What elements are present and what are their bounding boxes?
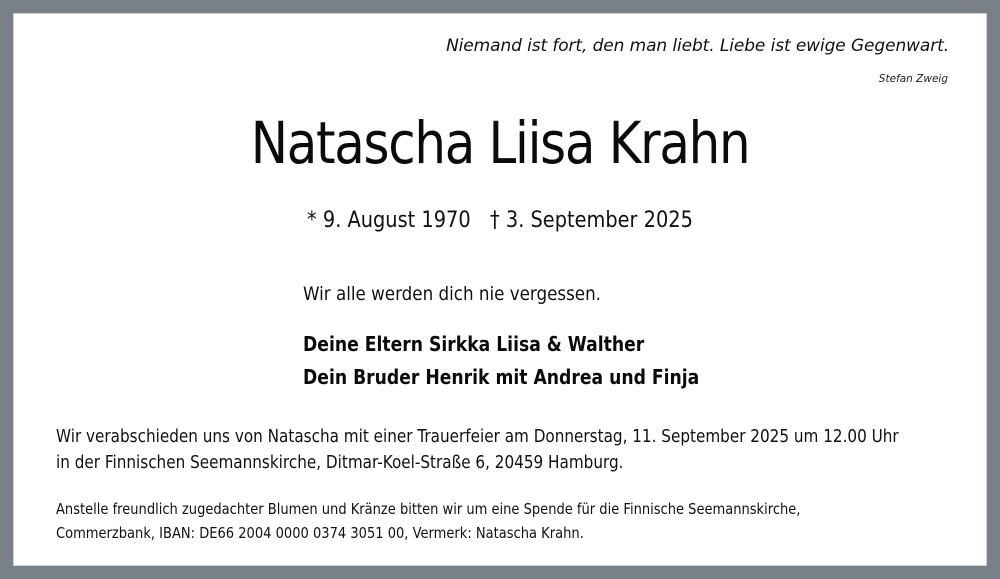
obituary-notice	[14, 14, 986, 565]
family-signatures	[303, 328, 699, 394]
ceremony-info	[56, 424, 899, 476]
birth-date: * 9. August 1970	[307, 208, 471, 233]
ceremony-line: in der Finnischen Seemannskirche, Ditmar-Koel-Straße 6, 20459 Hamburg.	[56, 453, 624, 473]
death-date: † 3. September 2025	[490, 208, 693, 233]
epigraph-quote: Niemand ist fort, den man liebt. Liebe ist ewige Gegenwart.	[446, 36, 949, 56]
remembrance-line: Wir alle werden dich nie vergessen.	[303, 283, 601, 305]
deceased-name: Natascha Liisa Krahn	[250, 109, 750, 177]
donation-info	[56, 497, 800, 545]
life-dates	[72, 208, 927, 233]
family-line-brother: Dein Bruder Henrik mit Andrea und Finja	[303, 365, 700, 389]
donation-line: Commerzbank, IBAN: DE66 2004 0000 0374 3051 00, Vermerk: Natascha Krahn.	[56, 524, 584, 542]
donation-line: Anstelle freundlich zugedachter Blumen und Kränze bitten wir um eine Spende für die Finnische Seemannskirche,	[56, 500, 801, 518]
family-line-parents: Deine Eltern Sirkka Liisa & Walther	[303, 332, 645, 356]
ceremony-line: Wir verabschieden uns von Natascha mit einer Trauerfeier am Donnerstag, 11. September 2025 um 12.00 Uhr	[56, 427, 899, 447]
epigraph-author: Stefan Zweig	[878, 73, 948, 85]
